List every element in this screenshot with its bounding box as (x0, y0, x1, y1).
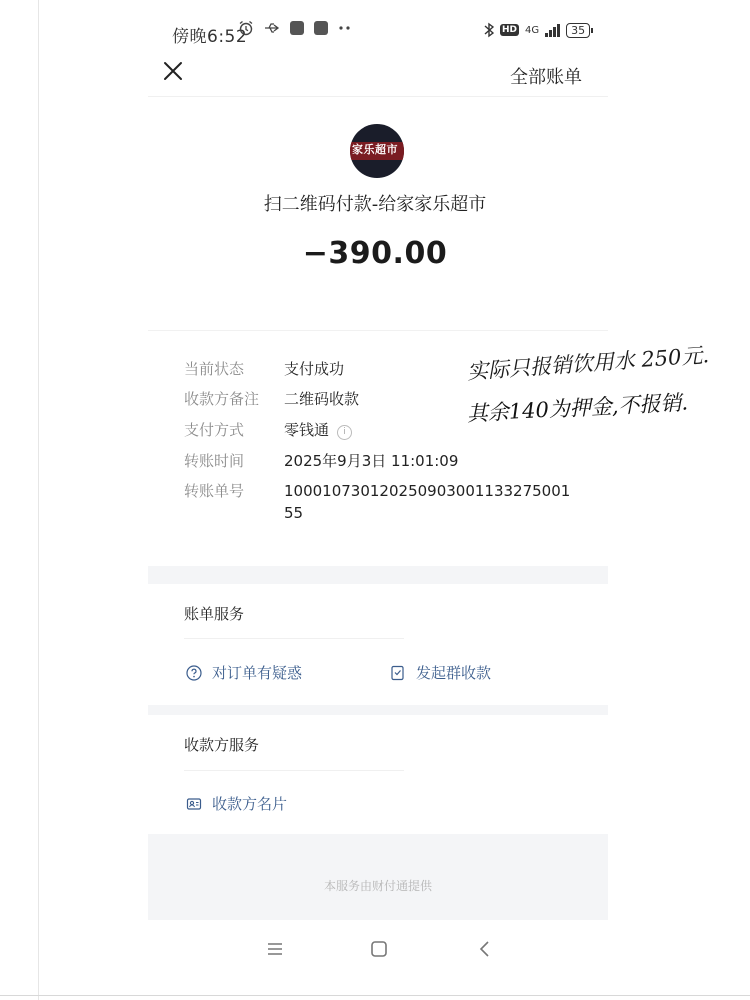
status-right-icons (484, 22, 590, 38)
order-question-label: 对订单有疑惑 (212, 664, 303, 682)
section-separator (148, 566, 608, 584)
payee-services-title: 收款方服务 (184, 736, 260, 754)
back-icon[interactable] (474, 938, 496, 960)
payment-amount: −390.00 (302, 236, 448, 271)
detail-value: 支付成功 (284, 360, 345, 378)
notification-icon (314, 21, 328, 35)
handwritten-note-2: 其余140为押金,不报销. (466, 390, 689, 426)
detail-value: 2025年9月3日 11:01:09 (284, 452, 459, 470)
network-type: 4G (525, 24, 540, 36)
status-left-icons (238, 20, 352, 36)
avatar-sign-text: 家乐超市 (352, 143, 398, 156)
contact-card-icon (186, 796, 202, 812)
info-icon[interactable]: i (337, 425, 352, 440)
merchant-title: 扫二维码付款-给家家乐超市 (263, 194, 487, 215)
question-icon (186, 665, 202, 681)
handwritten-note-1: 实际只报销饮用水 250元. (466, 343, 710, 384)
order-question-link[interactable] (186, 662, 302, 683)
merchant-avatar (350, 124, 404, 178)
bluetooth-icon (484, 22, 494, 38)
status-bar (0, 18, 750, 48)
status-time: 傍晚6:52 (172, 27, 248, 47)
more-dots-icon (338, 25, 352, 31)
amount-divider (148, 330, 608, 331)
detail-label: 转账单号 (184, 482, 245, 500)
notification-icon (290, 21, 304, 35)
detail-label: 转账时间 (184, 452, 245, 470)
page-left-edge (38, 0, 39, 1000)
detail-value: 10001073012025090300113327500155 (284, 482, 571, 522)
footer (148, 834, 608, 920)
detail-label: 收款方备注 (184, 390, 260, 408)
detail-value: 零钱通 (284, 421, 330, 439)
usb-icon (264, 21, 280, 35)
section-separator (148, 705, 608, 715)
all-bills-link[interactable]: 全部账单 (510, 67, 582, 88)
detail-value: 二维码收款 (284, 390, 360, 408)
section-divider (184, 638, 404, 639)
group-collect-label: 发起群收款 (416, 664, 492, 682)
footer-provider-text: 本服务由财付通提供 (323, 879, 432, 893)
home-icon[interactable] (368, 938, 390, 960)
section-divider (184, 770, 404, 771)
signal-icon (545, 23, 560, 37)
payee-card-label: 收款方名片 (212, 795, 288, 813)
detail-label: 支付方式 (184, 421, 245, 439)
bill-services-title: 账单服务 (184, 605, 245, 623)
group-collect-icon (390, 665, 406, 681)
alarm-icon (238, 20, 254, 36)
header-divider (148, 96, 608, 97)
detail-label: 当前状态 (184, 360, 245, 378)
menu-icon[interactable] (264, 938, 286, 960)
hd-icon: HD (502, 25, 518, 35)
battery-icon: 35 (566, 23, 590, 38)
close-icon[interactable] (160, 58, 186, 84)
page-bottom-edge (0, 995, 750, 996)
group-collect-link[interactable] (390, 662, 491, 683)
payee-card-link[interactable] (186, 793, 287, 814)
